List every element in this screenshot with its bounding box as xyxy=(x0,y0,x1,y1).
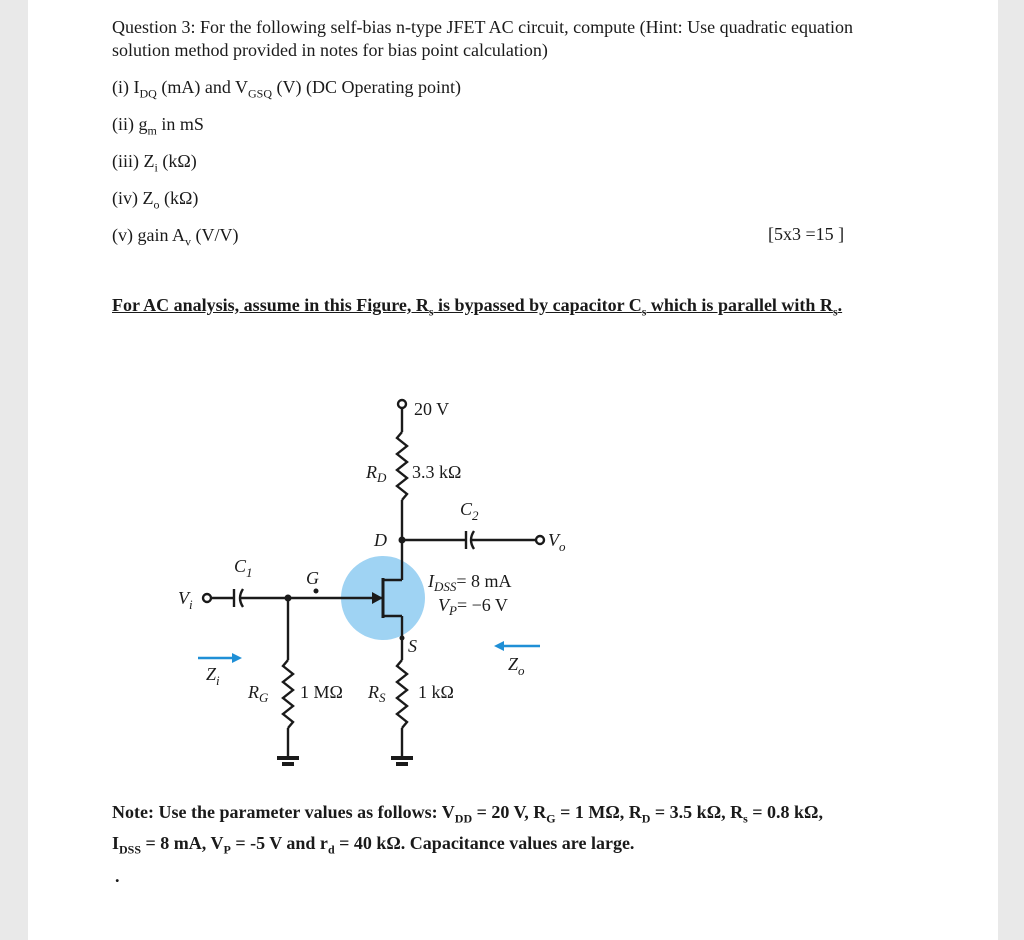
rd-resistor xyxy=(397,432,407,500)
source-label: S xyxy=(408,636,417,656)
ground-rs-icon xyxy=(391,756,413,760)
zi-label: $Z_i$ xyxy=(206,664,220,688)
trailing-dot: . xyxy=(115,866,120,886)
part-i: (i) $I_{DQ}$ (mA) and $V_{GSQ}$ (V) (DC Operating point) xyxy=(112,77,461,101)
vo-terminal xyxy=(536,536,544,544)
rg-name: $R_G$ xyxy=(248,682,269,705)
rs-name: $R_S$ xyxy=(368,682,386,705)
question-title: Question 3: For the following self-bias n-type JFET AC circuit, compute (Hint: Use quadratic equation solution method provided in notes for bias point calculation) xyxy=(112,17,854,60)
vi-label: $V_i$ xyxy=(178,588,193,612)
part-iii: (iii) $Z_i$ (kΩ) xyxy=(112,151,197,175)
vp-label: $V_P= -6$ V xyxy=(438,595,508,618)
gate-label: G xyxy=(306,568,319,588)
part-ii: (ii) $g_m$ in mS xyxy=(112,114,204,138)
part-v: (v) gain $A_v$ (V/V) xyxy=(112,225,239,249)
drain-node-dot xyxy=(399,537,406,544)
gate-label-dot xyxy=(314,589,319,594)
gate-node-dot xyxy=(285,595,292,602)
marks-allocation: [5x3 =15 ] xyxy=(768,224,845,244)
rg-resistor xyxy=(283,660,293,728)
rs-value: 1 kΩ xyxy=(418,682,454,702)
zo-label: $Z_o$ xyxy=(508,654,525,678)
vo-label: $V_o$ xyxy=(548,530,566,554)
ground-rg-icon xyxy=(277,756,299,760)
idss-label: $I_{DSS}= 8$ mA xyxy=(428,571,512,594)
source-label-dot xyxy=(400,636,405,641)
part-iv: (iv) $Z_o$ (kΩ) xyxy=(112,188,199,212)
c1-label: $C_1$ xyxy=(234,556,253,580)
vdd-terminal xyxy=(398,400,406,408)
rs-resistor xyxy=(397,660,407,728)
vi-terminal xyxy=(203,594,211,602)
rg-value: 1 MΩ xyxy=(300,682,343,702)
drain-label: D xyxy=(374,530,387,550)
vdd-label: 20 V xyxy=(414,399,450,419)
rd-name: $R_D$ xyxy=(366,462,387,485)
rd-value: 3.3 kΩ xyxy=(412,462,462,482)
parameter-note: Note: Use the parameter values as follows: $V_{DD} = 20$ V, $R_G = 1$ MΩ, $R_D = 3.5$ kΩ, $R_s = 0.8$ kΩ, $I_{DSS} = 8$ mA, $V_P = -5$ V and $r_d = 40$ kΩ. Capacitance values are large. xyxy=(112,802,823,857)
ac-analysis-note: For AC analysis, assume in this Figure, $R_s$ is bypassed by capacitor $C_s$ which is parallel with $R_s$. xyxy=(112,295,843,319)
c2-label: $C_2$ xyxy=(460,499,479,523)
